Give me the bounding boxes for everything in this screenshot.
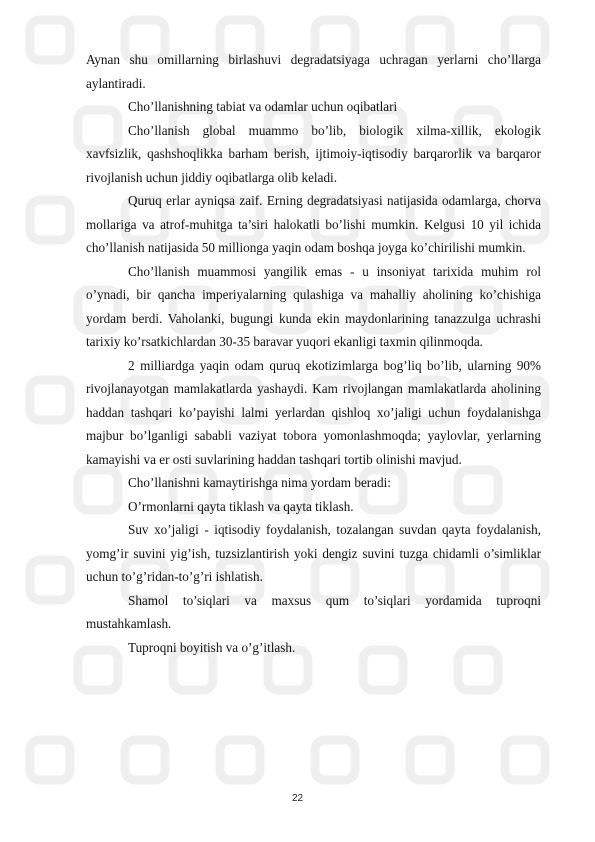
paragraph-9: Suv xo’jaligi - iqtisodiy foydalanish, tozalangan suvdan qayta foydalanish, yomg’ir suvini yig’ish, tuzsizlantirish yoki dengiz suvini tuzga chidamli o’simliklar uchun to’g’ridan-to’g’ri ishlatish. xyxy=(86,522,541,584)
paragraph-1: Aynan shu omillarning birlashuvi degradatsiyaga uchragan yerlarni cho’llarga aylantiradi. xyxy=(86,52,541,91)
paragraph-3: Cho’llanish global muammo bo’lib, biologik xilma-xillik, ekologik xavfsizlik, qashshoqlikka barham berish, ijtimoiy-iqtisodiy barqarorlik va barqaror rivojlanish uchun jiddiy oqibatlarga olib keladi. xyxy=(86,122,541,185)
paragraph-6: 2 milliardga yaqin odam quruq ekotizimlarga bog’liq bo’lib, ularning 90% rivojlanayotgan mamlakatlarda yashaydi. Kam rivojlangan mamlakatlarda aholining haddan tashqari ko’payishi lalmi yerlardan qishloq xo’jaligi uchun foydalanishga majbur bo’lganligi sababli vaziyat tobora yomonlashmoqda; yaylovlar, yerlarning kamayishi va er osti suvlarining haddan tashqari tortib olinishi mavjud. xyxy=(86,357,541,467)
paragraph-4: Quruq erlar ayniqsa zaif. Erning degradatsiyasi natijasida odamlarga, chorva mollariga va atrof-muhitga ta’siri halokatli bo’lishi mumkin. Kelgusi 10 yil ichida cho’llanish natijasida 50 millionga yaqin odam boshqa joyga ko’chirilishi mumkin. xyxy=(86,193,541,255)
paragraph-11: Tuproqni boyitish va o’g’itlash. xyxy=(128,639,296,655)
paragraph-8: O’rmonlarni qayta tiklash va qayta tiklash. xyxy=(128,498,354,514)
paragraph-7-heading: Cho’llanishni kamaytirishga nima yordam beradi: xyxy=(128,475,391,490)
paragraph-2-heading: Cho’llanishning tabiat va odamlar uchun oqibatlari xyxy=(128,99,398,114)
paragraph-10: Shamol to’siqlari va maxsus qum to’siqlari yordamida tuproqni mustahkamlash. xyxy=(86,592,541,631)
page-number: 22 xyxy=(291,793,304,804)
paragraph-5: Cho’llanish muammosi yangilik emas - u insoniyat tarixida muhim rol o’ynadi, bir qancha imperiyalarning qulashiga va mahalliy aholining ko’chishiga yordam berdi. Vaholanki, bugungi kunda ekin maydonlarining tanazzulga uchrashi tarixiy ko’rsatkichlardan 30-35 baravar yuqori ekanligi taxmin qilinmoqda. xyxy=(86,263,541,349)
document-body xyxy=(86,48,541,659)
